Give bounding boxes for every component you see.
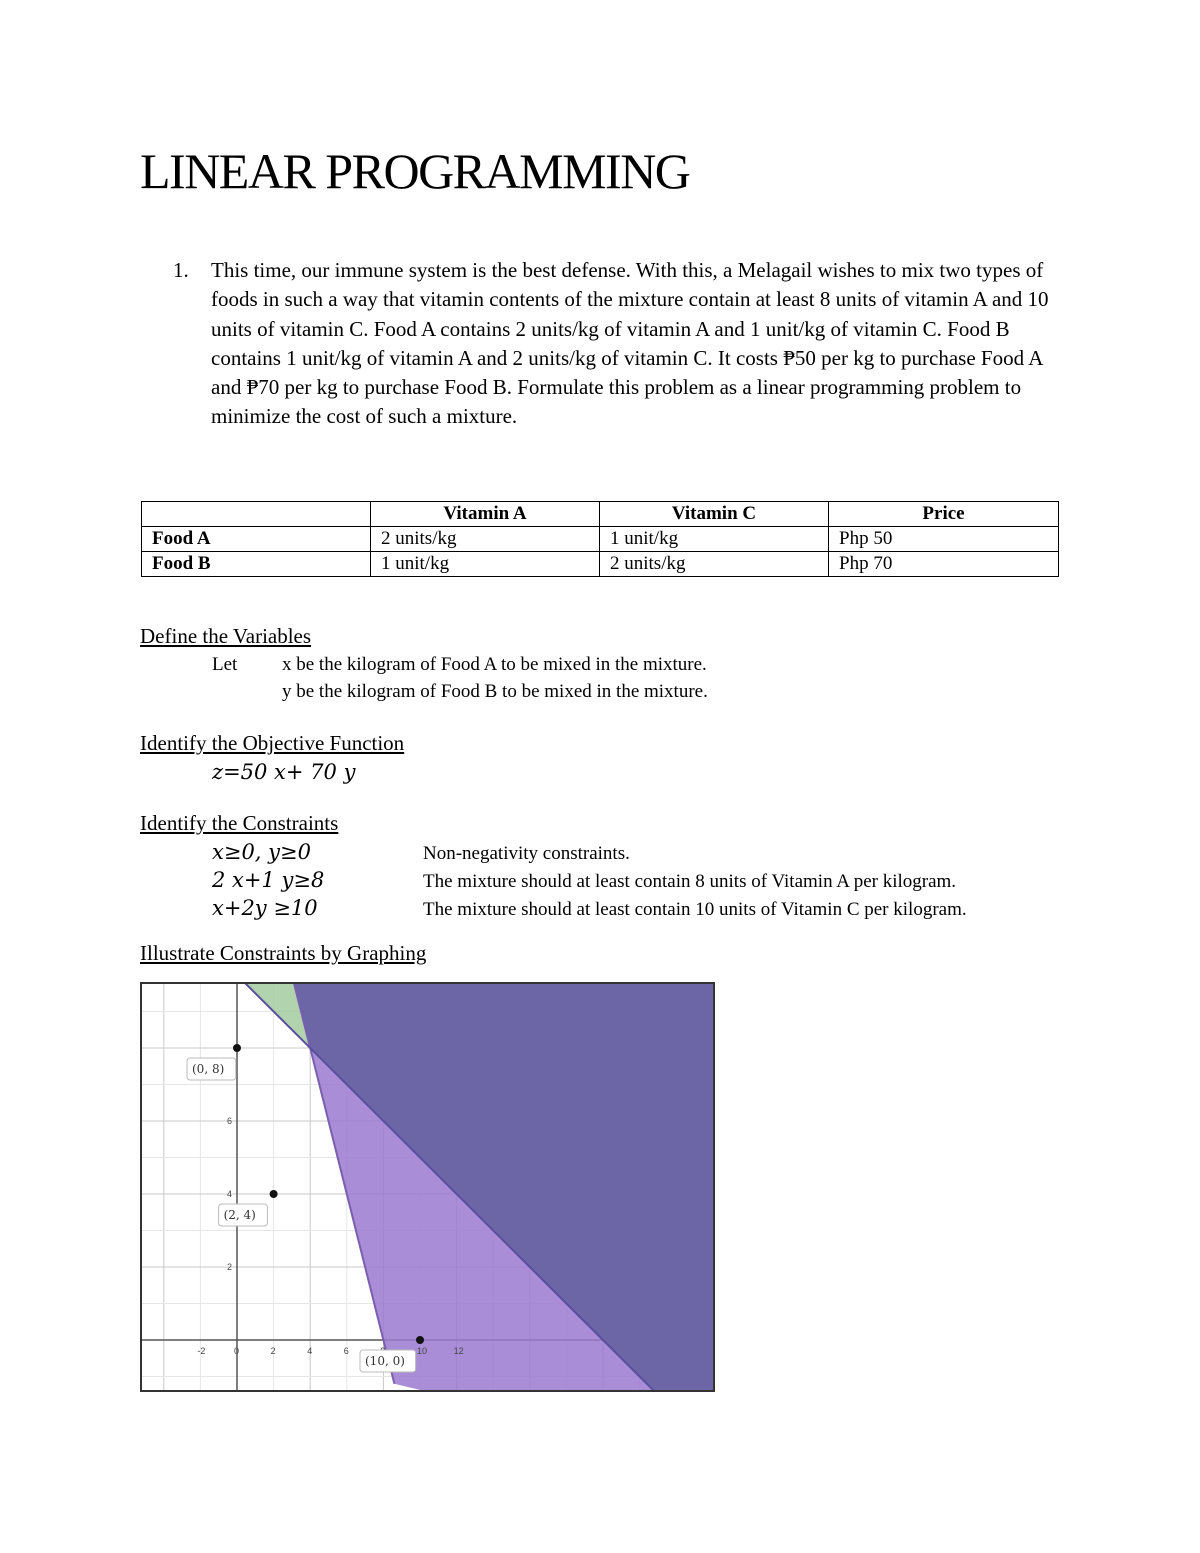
table-cell: Food A <box>142 527 371 552</box>
table-cell: Php 50 <box>829 527 1059 552</box>
y-tick-label: 2 <box>227 1262 233 1272</box>
vertex-label: (0, 8) <box>192 1062 225 1076</box>
vertex-label: (2, 4) <box>223 1208 256 1222</box>
x-tick-label: 0 <box>234 1346 240 1356</box>
table-cell: 1 unit/kg <box>371 552 600 577</box>
table-header-cell <box>142 502 371 527</box>
variables-heading: Define the Variables <box>140 624 312 648</box>
table-cell: 2 units/kg <box>371 527 600 552</box>
table-header-row <box>142 502 1059 527</box>
x-tick-label: -2 <box>197 1346 206 1356</box>
constraint-formula: x≥0, y≥0 <box>212 840 311 864</box>
x-definition: x be the kilogram of Food A to be mixed in the mixture. <box>282 654 707 675</box>
constraint-description: The mixture should at least contain 8 units of Vitamin A per kilogram. <box>423 871 957 892</box>
y-tick-label: 4 <box>227 1189 233 1199</box>
x-tick-label: 6 <box>343 1346 349 1356</box>
table-cell: 1 unit/kg <box>600 527 829 552</box>
constraint-description: The mixture should at least contain 10 units of Vitamin C per kilogram. <box>423 899 967 920</box>
let-label: Let <box>212 654 238 675</box>
table-cell: Php 70 <box>829 552 1059 577</box>
constraint-description: Non-negativity constraints. <box>423 843 630 864</box>
page-title: LINEAR PROGRAMMING <box>140 143 690 199</box>
problem-text: This time, our immune system is the best defense. With this, a Melagail wishes to mix two types of foods in such a way that vitamin contents of the mixture contain at least 8 units of vitamin A and 10 units of vitamin C. Food A contains 2 units/kg of vitamin A and 1 unit/kg of vitamin C. Food B contains 1 unit/kg of vitamin A and 2 units/kg of vitamin C. It costs ₱50 per kg to purchase Food A and ₱70 per kg to purchase Food B. Formulate this problem as a linear programming problem to minimize the cost of such a mixture. <box>211 258 1049 429</box>
x-tick-label: 4 <box>307 1346 313 1356</box>
table-header-cell: Vitamin A <box>371 502 600 527</box>
graph-heading: Illustrate Constraints by Graphing <box>140 941 427 965</box>
problem-number: 1. <box>173 258 189 282</box>
constraints-graph <box>140 982 715 1392</box>
objective-formula: z=50 x+ 70 y <box>212 760 356 784</box>
constraints-heading: Identify the Constraints <box>140 811 339 835</box>
table-header-cell: Vitamin C <box>600 502 829 527</box>
x-tick-label: 10 <box>417 1346 428 1356</box>
table-row <box>142 527 1059 552</box>
table-cell: 2 units/kg <box>600 552 829 577</box>
vertex-label: (10, 0) <box>365 1354 405 1368</box>
vertex-point <box>416 1336 424 1344</box>
vertex-point <box>233 1044 241 1052</box>
constraint-formula: 2 x+1 y≥8 <box>212 868 325 892</box>
constraint-formula: x+2y ≥10 <box>212 896 318 920</box>
table-header-cell: Price <box>829 502 1059 527</box>
table-cell: Food B <box>142 552 371 577</box>
x-tick-label: 2 <box>270 1346 276 1356</box>
x-tick-label: 12 <box>453 1346 464 1356</box>
table-row <box>142 552 1059 577</box>
y-definition: y be the kilogram of Food B to be mixed in the mixture. <box>282 681 708 702</box>
vitamin-table <box>141 501 1059 577</box>
y-tick-label: 6 <box>227 1116 233 1126</box>
vertex-point <box>270 1190 278 1198</box>
objective-heading: Identify the Objective Function <box>140 731 405 755</box>
